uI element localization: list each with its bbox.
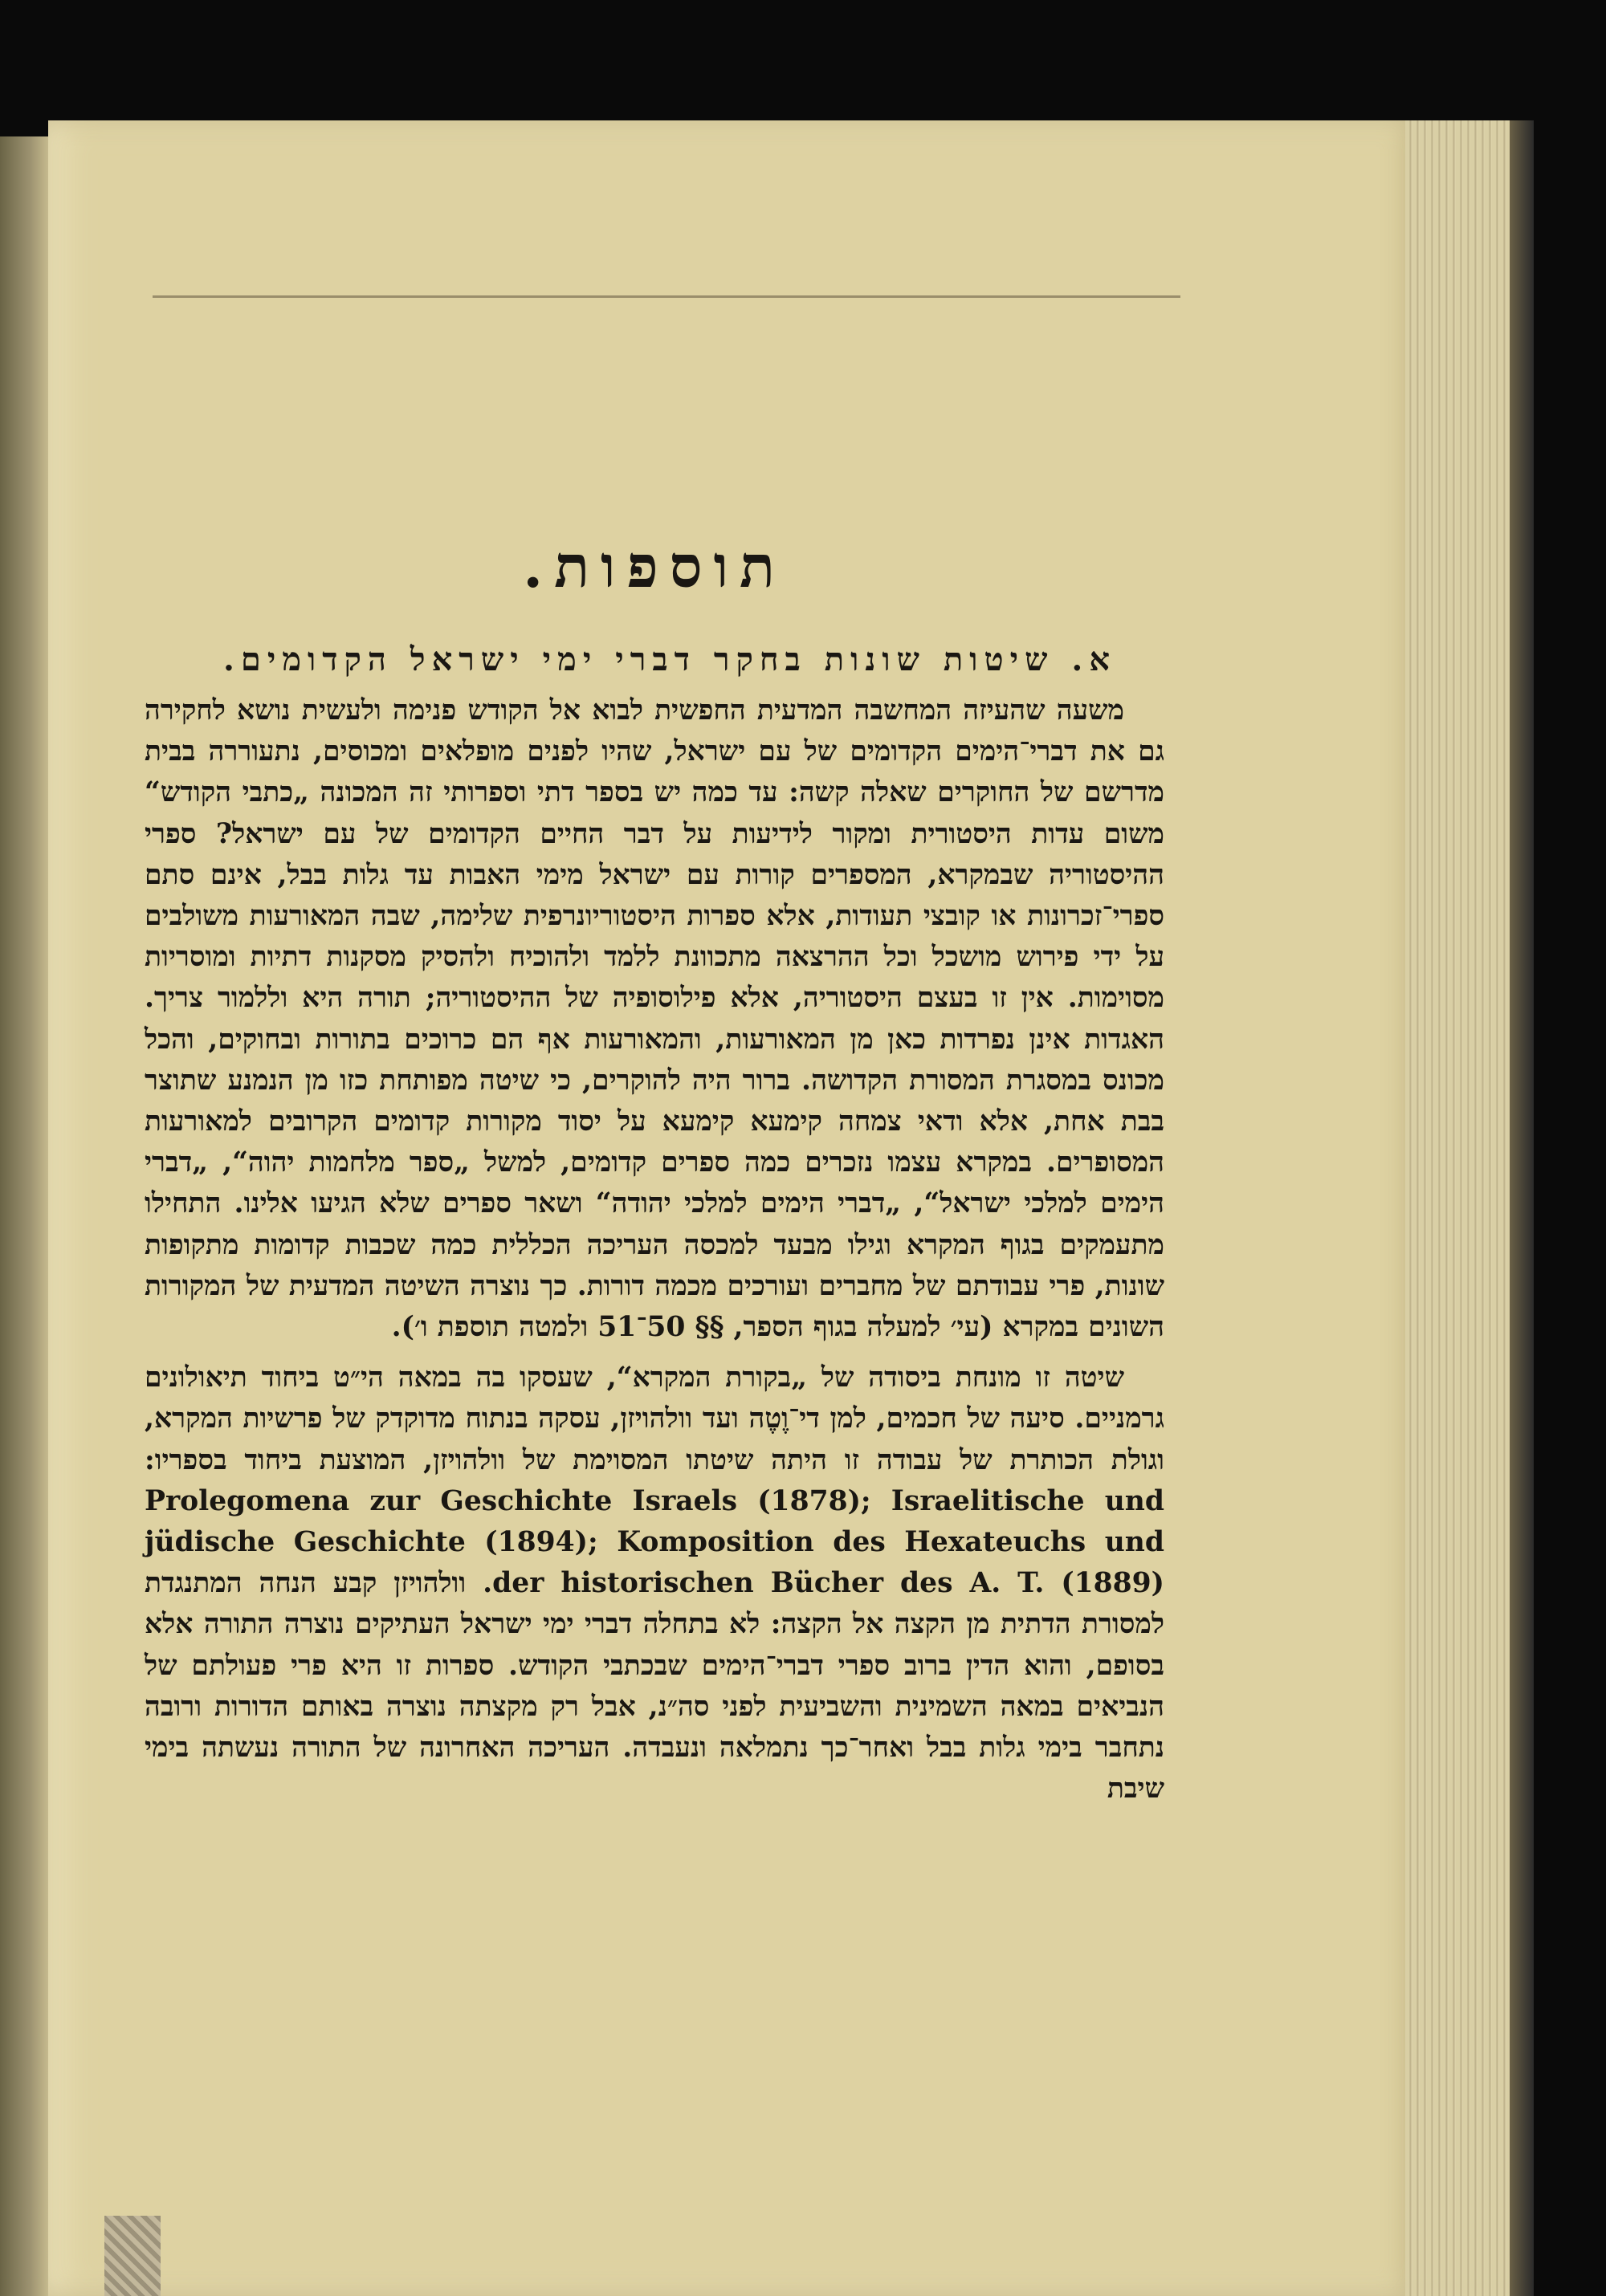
book-cover-edge (1510, 120, 1534, 2296)
book-spine-edge (0, 136, 50, 2296)
section-heading: א. שיטות שונות בחקר דברי ימי ישראל הקדומים. (222, 641, 1116, 679)
body-text (145, 690, 1164, 1810)
paragraph-1: משעה שהעיזה המחשבה המדעית החפשית לבוא אל הקודש פנימה ולעשית נושא לחקירה גם את דברי־הימים הקדומים של עם ישראל, שהיו לפנים מופלאים ומכוסים, נתעוררה בבית מדרשם של החוקרים שאלה קשה: עד כמה יש בספר דתי וספרותי זה המכונה „כתבי הקודש“ משום עדות היסטורית ומקור לידיעות על דבר החיים הקדומים של עם ישראל? ספרי ההיסטוריה שבמקרא, המספרים קורות עם ישראל מימי האבות עד גלות בבל, אינם סתם ספרי־זכרונות או קובצי תעודות, אלא ספרות היסטוריונרפית שלימה, שבה המאורעות משולבים על ידי פירוש מושכל וכל ההרצאה מתכוונת ללמד ולהוכיח ולהסיק מסקנות דתיות ומוסריות מסוימות. אין זו בעצם היסטוריה, אלא פילוסופיה של ההיסטוריה; תורה היא וללמור צריך. האגדות אינן נפרדות כאן מן המאורעות, והמאורעות אף הם כרוכים בתורות ובחוקים, והכל מכונס במסגרת המסורת הקדושה. ברור היה להוקרים, כי שיטה מפותחת כזו מן הנמנע שתוצר בבת אחת, אלא ודאי צמחה קימעא קימעא על יסוד מקורות קדומים הקרובים למאורעות המסופרים. במקרא עצמו נזכרים כמה ספרים קדומים, למשל „ספר מלחמות יהוה“, „דברי הימים למלכי ישראל“, „דברי הימים למלכי יהודה“ ושאר ספרים שלא הגיעו אלינו. התחילו מתעמקים בגוף המקרא וגילו מבעד למכסה העריכה הכללית כמה שכבות קדומות מתקופות שונות, פרי עבודתם של מחברים ועורכים מכמה דורות. כך נוצרה השיטה המדעית של המקורות השונים במקרא (עי׳ למעלה בגוף הספר, §§ 50־51 ולמטה תוספת ו׳). (145, 694, 1164, 1344)
running-header-rule (153, 295, 1180, 298)
bookmark-ribbon (104, 2216, 161, 2296)
paragraph-2: שיטה זו מונחת ביסודה של „בקורת המקרא“, שעסקו בה במאה הי״ט ביחוד תיאולונים גרמניים. סיעה של חכמים, למן די־וֶטֶה ועד וולהויזן, עסקה בנתוח מדוקדק של פרשיות המקרא, וגולת הכותרת של עבודה זו היתה שיטתו המסוימת של וולהויזן, המוצעת ביחוד בספריו: Prolegomena zur Geschichte Israels (1878); Israelitische und jüdische Geschichte (1894); Komposition des Hexateuchs und der historischen Bücher des A. T. (1889). וולהויזן קבע הנחה המתנגדת למסורת הדתית מן הקצה אל הקצה: לא בתחלה דברי ימי ישראל העתיקים נוצרה התורה אלא בסופם, והוא הדין ברוב ספרי דברי־הימים שבכתבי הקודש. ספרות זו היא פרי פעולתם של הנביאים במאה השמינית והשביעית לפני סה״נ, אבל רק מקצתה נוצרה באותם הדורות ורובה נתחבר בימי גלות בבל ואחר־כך נתמלאה ונעבדה. העריכה האחרונה של התורה נעשתה בימי שיבת (145, 1362, 1164, 1805)
page-title: תוספות. (523, 532, 786, 601)
page-stack-edge (1405, 120, 1526, 2296)
